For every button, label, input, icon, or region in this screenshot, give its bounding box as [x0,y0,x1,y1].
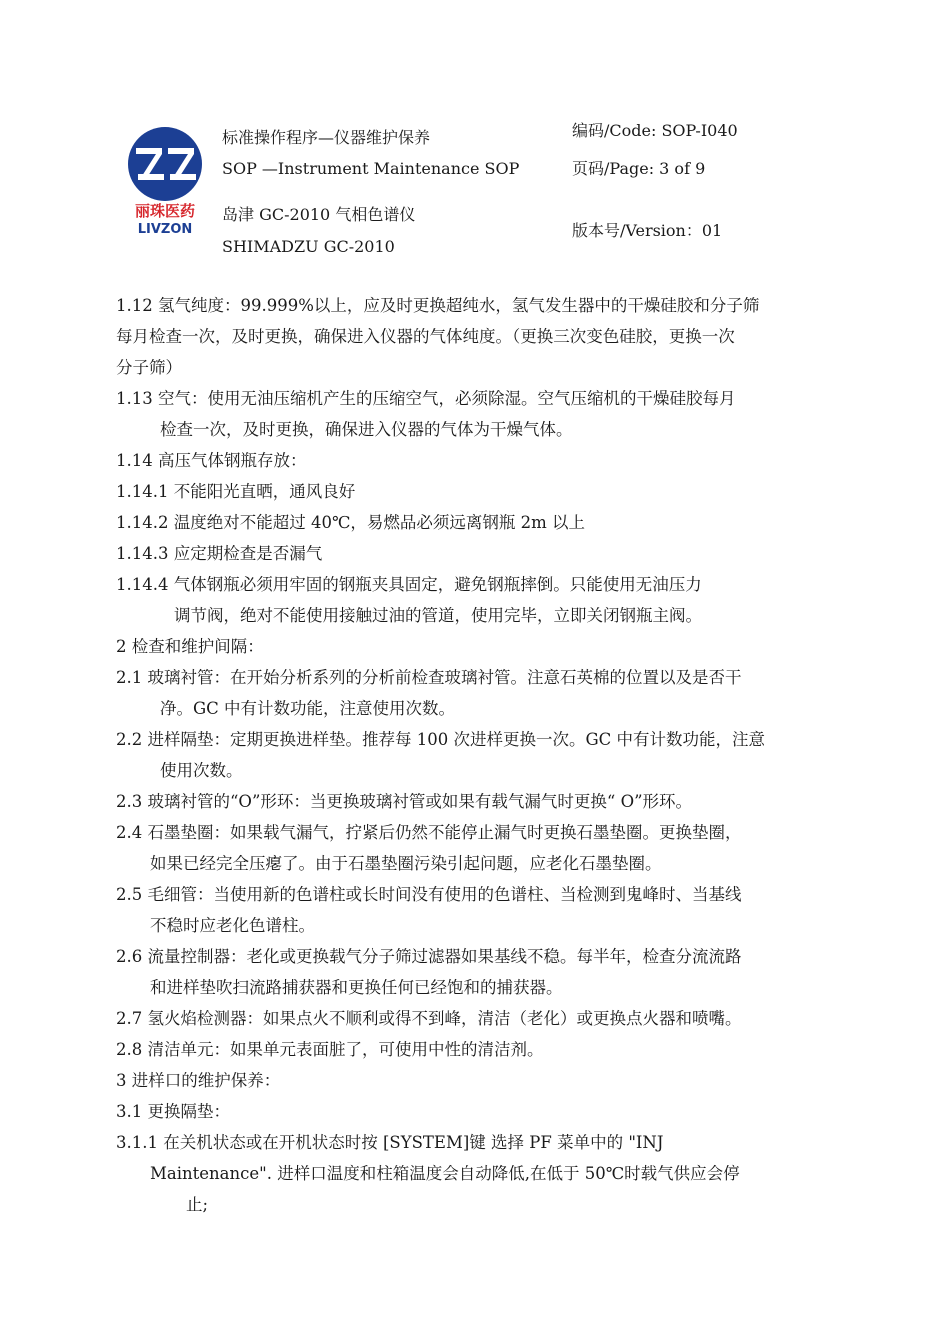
para-line: 每月检查一次，及时更换，确保进入仪器的气体纯度。（更换三次变色硅胶，更换一次 [116,327,735,346]
para-line: 1.14.3 应定期检查是否漏气 [116,544,323,563]
para-line: 2.4 石墨垫圈：如果载气漏气，拧紧后仍然不能停止漏气时更换石墨垫圈。更换垫圈， [116,823,742,842]
logo-text-en: LIVZON [137,222,193,236]
para-line: 2.5 毛细管：当使用新的色谱柱或长时间没有使用的色谱柱、当检测到鬼峰时、当基线 [116,885,742,904]
page-number: 页码/Page: 3 of 9 [572,159,706,178]
para-line: 1.13 空气：使用无油压缩机产生的压缩空气，必须除湿。空气压缩机的干燥硅胶每月 [116,389,736,408]
para-line: 和进样垫吹扫流路捕获器和更换任何已经饱和的捕获器。 [150,978,563,997]
para-line: 止; [186,1195,209,1214]
para-line: Maintenance". 进样口温度和柱箱温度会自动降低,在低于 50℃时载气供应会停 [150,1164,740,1183]
instrument-cn: 岛津 GC-2010 气相色谱仪 [222,205,416,224]
para-line: 2.6 流量控制器：老化或更换载气分子筛过滤器如果基线不稳。每半年，检查分流流路 [116,947,742,966]
para-line: 分子筛） [116,358,182,377]
para-line: 1.14.4 气体钢瓶必须用牢固的钢瓶夹具固定，避免钢瓶摔倒。只能使用无油压力 [116,575,702,594]
para-line: 1.14.2 温度绝对不能超过 40℃，易燃品必须远离钢瓶 2m 以上 [116,513,586,532]
para-line: 1.14.1 不能阳光直晒，通风良好 [116,482,356,501]
para-line: 2.2 进样隔垫：定期更换进样垫。推荐每 100 次进样更换一次。GC 中有计数功能，注意 [116,730,766,749]
instrument-en: SHIMADZU GC-2010 [222,237,395,256]
section-heading: 2 检查和维护间隔： [116,637,264,656]
para-line: 如果已经完全压瘪了。由于石墨垫圈污染引起问题，应老化石墨垫圈。 [150,854,662,873]
para-line: 2.1 玻璃衬管：在开始分析系列的分析前检查玻璃衬管。注意石英棉的位置以及是否干 [116,668,742,687]
logo-text-cn: 丽珠医药 [134,202,196,220]
para-line: 3.1.1 在关机状态或在开机状态时按 [SYSTEM]键 选择 PF 菜单中的 "INJ [116,1133,664,1152]
para-line: 净。GC 中有计数功能，注意使用次数。 [160,699,456,718]
para-line: 使用次数。 [160,761,243,780]
doc-version: 版本号/Version：01 [572,221,723,240]
livzon-logo [126,126,204,236]
para-line: 检查一次，及时更换，确保进入仪器的气体为干燥气体。 [160,420,573,439]
para-line: 2.3 玻璃衬管的“O”形环：当更换玻璃衬管或如果有载气漏气时更换“ O”形环。 [116,792,693,811]
section-heading: 3 进样口的维护保养： [116,1071,281,1090]
title-en: SOP —Instrument Maintenance SOP [222,159,520,178]
para-line: 3.1 更换隔垫： [116,1102,230,1121]
para-line: 1.12 氢气纯度：99.999%以上，应及时更换超纯水，氢气发生器中的干燥硅胶和分子筛 [116,296,760,315]
document-body [116,290,846,1220]
para-line: 不稳时应老化色谱柱。 [150,916,315,935]
para-line: 1.14 高压气体钢瓶存放： [116,451,307,470]
title-cn: 标准操作程序—仪器维护保养 [222,128,431,147]
para-line: 调节阀，绝对不能使用接触过油的管道，使用完毕，立即关闭钢瓶主阀。 [174,606,702,625]
para-line: 2.7 氢火焰检测器：如果点火不顺利或得不到峰，清洁（老化）或更换点火器和喷嘴。 [116,1009,742,1028]
para-line: 2.8 清洁单元：如果单元表面脏了，可使用中性的清洁剂。 [116,1040,544,1059]
doc-code: 编码/Code: SOP-I040 [572,121,738,140]
